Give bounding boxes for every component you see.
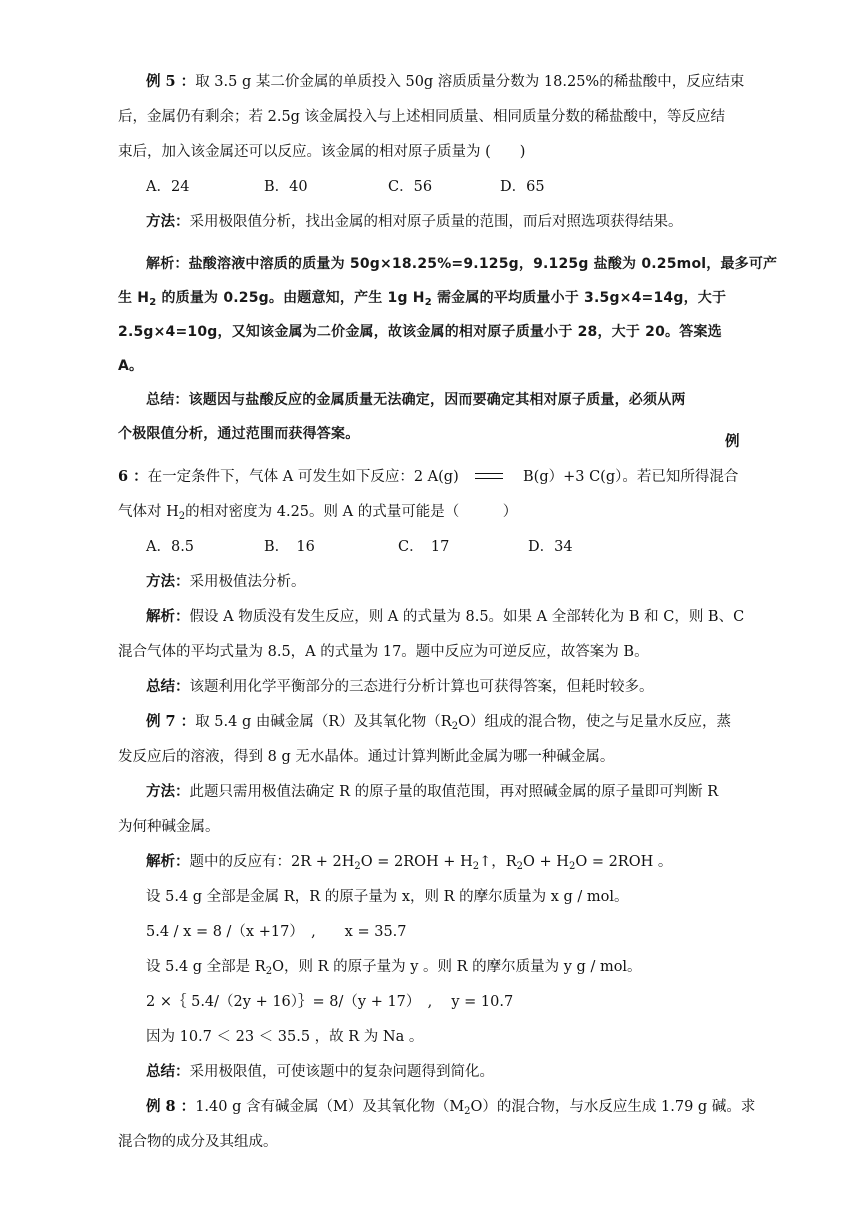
ex7-calc-line-4: 2 ×｛ 5.4/（2y + 16）｝= 8/（y + 17） , y = 10.7: [146, 994, 514, 1010]
ex5-question-line-2: 后，金属仍有剩余；若 2.5g 该金属投入与上述相同质量、相同质量分数的稀盐酸中，等反应结: [118, 109, 726, 125]
ex7-calc-line-5: 因为 10.7 ＜ 23 ＜ 35.5 ，故 R 为 Na 。: [146, 1029, 424, 1045]
ex6-question-line-1: 6 ：在一定条件下，气体 A 可发生如下反应：2 A(g): [118, 468, 459, 485]
ex5-analysis-line-1: 解析：盐酸溶液中溶质的质量为 50g×18.25%=9.125g，9.125g 盐酸为 0.25mol，最多可产: [146, 256, 778, 272]
ex6-summary: 总结：该题利用化学平衡部分的三态进行分析计算也可获得答案，但耗时较多。: [146, 678, 654, 695]
ex7-calc-line-3: 设 5.4 g 全部是 $R_2O$，则 R 的原子量为 y 。则 R 的摩尔质量为 y g / mol。: [146, 959, 642, 977]
ex5-options: [146, 177, 545, 197]
ex6-analysis-line-2: 混合气体的平均式量为 8.5，A 的式量为 17。题中反应为可逆反应，故答案为 B。: [118, 644, 649, 660]
ex5-summary-line-2: 个极限值分析，通过范围而获得答案。: [118, 426, 360, 442]
ex7-summary: 总结：采用极限值，可使该题中的复杂问题得到简化。: [146, 1063, 494, 1080]
ex7-method-line-2: 为何种碱金属。: [118, 819, 220, 835]
ex8-question-line-1: 例 8 ：1.40 g 含有碱金属（M）及其氧化物$(M_2O)$的混合物，与水反应生成 1.79 g 碱。求: [146, 1098, 756, 1117]
ex5-analysis-line-4: A。: [118, 358, 144, 374]
ex7-calc-line-1: 设 5.4 g 全部是金属 R，R 的原子量为 x，则 R 的摩尔质量为 x g / mol。: [146, 889, 629, 905]
ex6-label-part-1: 例: [725, 433, 740, 450]
ex6-options: [146, 537, 573, 557]
ex6-analysis-line-1: 解析：假设 A 物质没有发生反应，则 A 的式量为 8.5。如果 A 全部转化为 B 和 C，则 B、C: [146, 608, 745, 625]
ex8-question-line-2: 混合物的成分及其组成。: [118, 1134, 278, 1150]
ex7-analysis: 解析：题中的反应有：$2R + 2H_2O = 2ROH$ + $H_2↑$，$R_2O + H_2O = 2ROH$ 。: [146, 853, 673, 872]
ex5-option-b: B．40: [264, 179, 308, 195]
ex7-question-line-1: 例 7 ：取 5.4 g 由碱金属（R）及其氧化物$(R_2O)$组成的混合物，使之与足量水反应，蒸: [146, 713, 731, 732]
ex5-option-c: C．56: [388, 179, 433, 195]
ex5-option-a: A．24: [146, 179, 190, 195]
ex6-question-line-1-tail: B(g）+3 C(g）。若已知所得混合: [523, 469, 739, 485]
ex6-option-a: A．8.5: [146, 539, 195, 555]
ex5-option-d: D．65: [500, 179, 545, 195]
ex5-label: 例 5 ：: [146, 73, 196, 90]
ex5-question-line-3: 束后，加入该金属还可以反应。该金属的相对原子质量为 ( ): [118, 144, 526, 160]
ex6-option-d: D．34: [528, 539, 573, 555]
ex6-question-line-2: 气体对 $H_2$的相对密度为 4.25。则 A 的式量可能是（ ）: [118, 504, 518, 522]
reversible-arrow-icon: [475, 470, 503, 484]
ex5-question-line-1: 例 5 ：取 3.5 g 某二价金属的单质投入 50g 溶质质量分数为 18.25%的稀盐酸中，反应结束: [146, 73, 745, 90]
ex5-analysis-line-2: 生 $H_2$ 的质量为 0.25g。由题意知，产生 1g $H_2$ 需金属的平均质量小于 3.5g×4=14g，大于: [118, 290, 727, 308]
ex5-method: 方法：采用极限值分析，找出金属的相对原子质量的范围，而后对照选项获得结果。: [146, 213, 683, 230]
ex6-method: 方法：采用极值法分析。: [146, 573, 306, 590]
ex6-option-c: C． 17: [398, 539, 450, 555]
ex5-analysis-line-3: 2.5g×4=10g，又知该金属为二价金属，故该金属的相对原子质量小于 28，大于 20。答案选: [118, 324, 722, 340]
ex5-summary-line-1: 总结：该题因与盐酸反应的金属质量无法确定，因而要确定其相对原子质量，必须从两: [146, 392, 686, 408]
ex6-option-b: B． 16: [264, 539, 315, 555]
ex7-calc-line-2: 5.4 / x = 8 /（x +17） , x = 35.7: [146, 924, 407, 940]
ex7-method-line-1: 方法：此题只需用极值法确定 R 的原子量的取值范围，再对照碱金属的原子量即可判断 R: [146, 783, 719, 800]
ex7-question-line-2: 发反应后的溶液，得到 8 g 无水晶体。通过计算判断此金属为哪一种碱金属。: [118, 749, 615, 765]
